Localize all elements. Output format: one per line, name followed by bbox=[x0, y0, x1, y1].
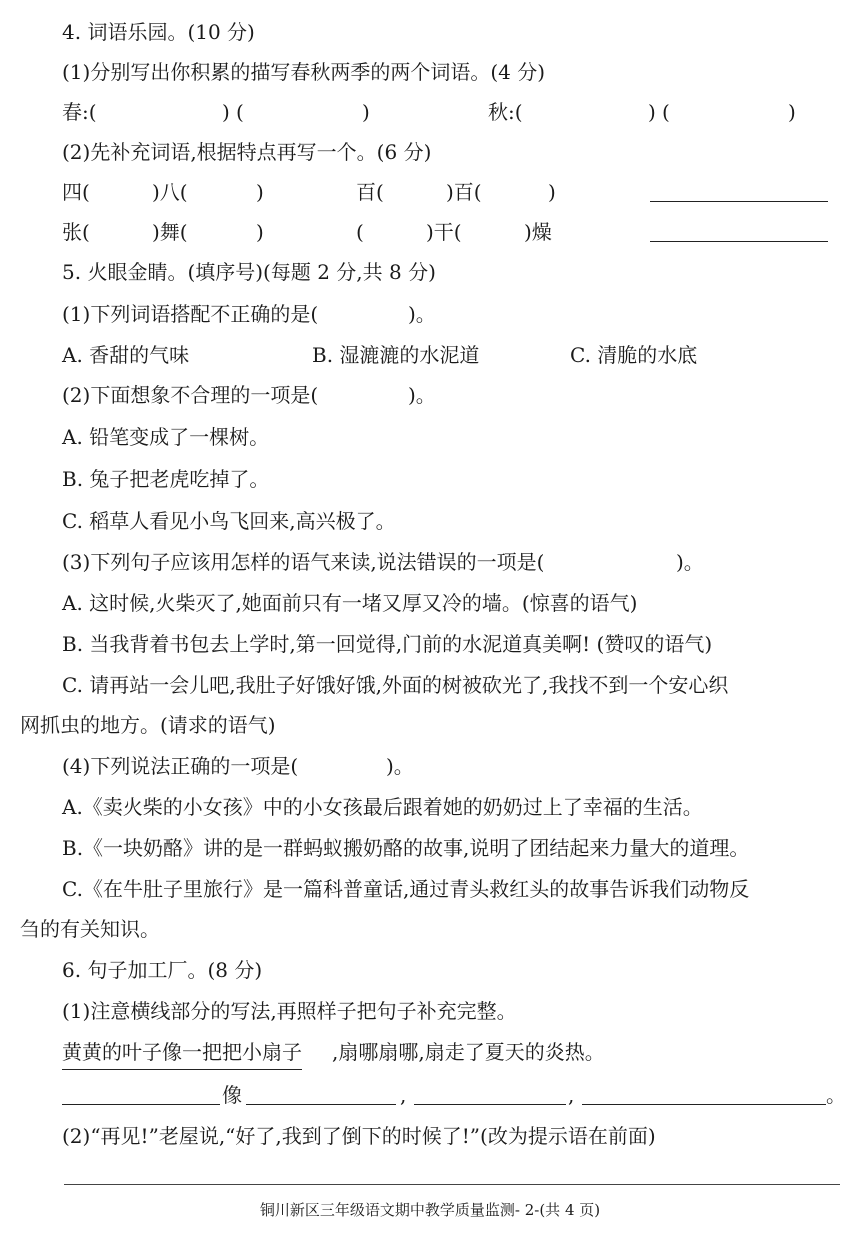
fill-like-word: 像 bbox=[222, 1083, 242, 1107]
q5-title-line bbox=[0, 255, 860, 289]
idiom1-part-a: 四( bbox=[62, 180, 90, 204]
autumn-blank2-close: ) bbox=[788, 100, 796, 124]
q4-idiom-row-2 bbox=[0, 215, 860, 249]
q5-s3-end: )。 bbox=[676, 550, 704, 574]
q5-s3-option-c-part2: 网抓虫的地方。(请求的语气) bbox=[20, 713, 276, 737]
q5-s4-option-c-part2: 刍的有关知识。 bbox=[20, 917, 160, 941]
q5-s2-option-a-line bbox=[0, 420, 860, 454]
q5-s1-stem-line bbox=[0, 297, 860, 331]
q5-s4-option-c-line-2 bbox=[0, 912, 860, 946]
q6-part1-line bbox=[0, 994, 860, 1028]
q4-part1-line bbox=[0, 55, 860, 89]
q6-fill-line bbox=[0, 1078, 860, 1112]
q6-title: 6. 句子加工厂。(8 分) bbox=[62, 958, 263, 982]
idiom1-part-c: ) bbox=[256, 180, 264, 204]
q5-s1-option-a: A. 香甜的气味 bbox=[62, 343, 190, 367]
q5-s3-option-a: A. 这时候,火柴灭了,她面前只有一堵又厚又冷的墙。(惊喜的语气) bbox=[62, 591, 638, 615]
fill-comma-1: , bbox=[400, 1083, 407, 1107]
autumn-label: 秋:( bbox=[488, 100, 523, 124]
idiom2-part-a: 百( bbox=[356, 180, 384, 204]
q5-s4-option-c-part1: C.《在牛肚子里旅行》是一篇科普童话,通过青头救红头的故事告诉我们动物反 bbox=[62, 877, 750, 901]
idiom3-part-c: ) bbox=[256, 220, 264, 244]
q5-s2-option-b-line bbox=[0, 462, 860, 496]
idiom-write-line-1 bbox=[650, 201, 828, 202]
q5-s1-options-line bbox=[0, 338, 860, 372]
q6-example-underlined: 黄黄的叶子像一把把小扇子 bbox=[62, 1035, 302, 1070]
page-footer: 铜川新区三年级语文期中教学质量监测- 2-(共 4 页) bbox=[259, 1201, 601, 1219]
autumn-blank-close: ) bbox=[648, 100, 656, 124]
q5-s4-stem-line bbox=[0, 749, 860, 783]
idiom4-part-b: )干( bbox=[426, 220, 462, 244]
q4-part1-text: (1)分别写出你积累的描写春秋两季的两个词语。(4 分) bbox=[62, 60, 546, 84]
idiom3-part-a: 张( bbox=[62, 220, 90, 244]
q4-title-line bbox=[0, 15, 860, 49]
idiom2-part-b: )百( bbox=[446, 180, 482, 204]
q6-example-line bbox=[0, 1035, 860, 1069]
fill-blank-likeness bbox=[246, 1104, 396, 1105]
q4-part2-text: (2)先补充词语,根据特点再写一个。(6 分) bbox=[62, 140, 432, 164]
q6-example-rest: ,扇哪扇哪,扇走了夏天的炎热。 bbox=[332, 1040, 605, 1064]
idiom4-part-a: ( bbox=[356, 220, 364, 244]
q5-s4-option-b: B.《一块奶酪》讲的是一群蚂蚁搬奶酪的故事,说明了团结起来力量大的道理。 bbox=[62, 836, 750, 860]
q5-s4-option-a: A.《卖火柴的小女孩》中的小女孩最后跟着她的奶奶过上了幸福的生活。 bbox=[62, 795, 703, 819]
q5-s4-end: )。 bbox=[386, 754, 414, 778]
q5-s1-option-b: B. 湿漉漉的水泥道 bbox=[312, 343, 480, 367]
q4-part2-line bbox=[0, 135, 860, 169]
q5-title: 5. 火眼金睛。(填序号)(每题 2 分,共 8 分) bbox=[62, 260, 436, 284]
q5-s3-stem: (3)下列句子应该用怎样的语气来读,说法错误的一项是( bbox=[62, 550, 545, 574]
q6-part2-text: (2)“再见!”老屋说,“好了,我到了倒下的时候了!”(改为提示语在前面) bbox=[62, 1124, 656, 1148]
q5-s1-stem: (1)下列词语搭配不正确的是( bbox=[62, 302, 319, 326]
q6-part2-line bbox=[0, 1119, 860, 1153]
spring-blank2-close: ) bbox=[362, 100, 370, 124]
spring-blank2-open: ( bbox=[236, 100, 244, 124]
idiom-write-line-2 bbox=[650, 241, 828, 242]
q4-season-words-line bbox=[0, 95, 860, 129]
q5-s1-option-c: C. 清脆的水底 bbox=[570, 343, 698, 367]
q5-s2-stem-line bbox=[0, 378, 860, 412]
q5-s3-option-a-line bbox=[0, 586, 860, 620]
q5-s3-option-c-line-2 bbox=[0, 708, 860, 742]
q5-s2-option-b: B. 兔子把老虎吃掉了。 bbox=[62, 467, 270, 491]
idiom3-part-b: )舞( bbox=[152, 220, 188, 244]
idiom1-part-b: )八( bbox=[152, 180, 188, 204]
fill-blank-result bbox=[582, 1104, 826, 1105]
q5-s3-option-b: B. 当我背着书包去上学时,第一回觉得,门前的水泥道真美啊! (赞叹的语气) bbox=[62, 632, 713, 656]
q6-title-line bbox=[0, 953, 860, 987]
q5-s4-option-a-line bbox=[0, 790, 860, 824]
idiom4-part-c: )燥 bbox=[524, 220, 552, 244]
q4-title: 4. 词语乐园。(10 分) bbox=[62, 20, 255, 44]
q5-s4-option-b-line bbox=[0, 831, 860, 865]
fill-blank-action bbox=[414, 1104, 566, 1105]
q5-s2-option-c: C. 稻草人看见小鸟飞回来,高兴极了。 bbox=[62, 509, 396, 533]
q5-s3-option-c-line-1 bbox=[0, 668, 860, 702]
q5-s2-stem: (2)下面想象不合理的一项是( bbox=[62, 383, 319, 407]
q5-s3-option-b-line bbox=[0, 627, 860, 661]
autumn-blank2-open: ( bbox=[662, 100, 670, 124]
q6-part1-text: (1)注意横线部分的写法,再照样子把句子补充完整。 bbox=[62, 999, 517, 1023]
q4-idiom-row-1 bbox=[0, 175, 860, 209]
footer-divider bbox=[64, 1184, 840, 1185]
fill-blank-subject bbox=[62, 1104, 220, 1105]
spring-blank-close: ) bbox=[222, 100, 230, 124]
q5-s4-stem: (4)下列说法正确的一项是( bbox=[62, 754, 299, 778]
fill-period: 。 bbox=[826, 1083, 846, 1107]
idiom2-part-c: ) bbox=[548, 180, 556, 204]
q5-s3-stem-line bbox=[0, 545, 860, 579]
q5-s2-option-a: A. 铅笔变成了一棵树。 bbox=[62, 425, 270, 449]
q5-s1-end: )。 bbox=[408, 302, 436, 326]
q5-s2-end: )。 bbox=[408, 383, 436, 407]
spring-label: 春:( bbox=[62, 100, 97, 124]
fill-comma-2: , bbox=[568, 1083, 575, 1107]
q5-s2-option-c-line bbox=[0, 504, 860, 538]
q5-s4-option-c-line-1 bbox=[0, 872, 860, 906]
q5-s3-option-c-part1: C. 请再站一会儿吧,我肚子好饿好饿,外面的树被砍光了,我找不到一个安心织 bbox=[62, 673, 729, 697]
